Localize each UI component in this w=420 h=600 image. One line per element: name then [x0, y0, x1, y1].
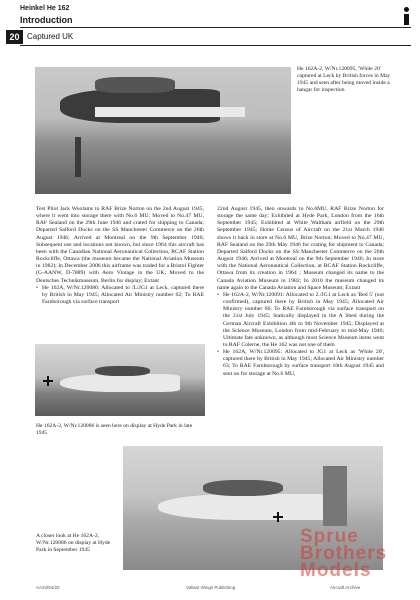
aircraft-fuselage-shape [158, 494, 338, 520]
text-column-right [217, 206, 384, 378]
aircraft-tail-shape [323, 466, 347, 526]
aircraft-engine-shape [203, 480, 283, 496]
aircraft-engine-shape [95, 77, 175, 93]
caption-photo2: He 162A-2, W/Nr.120086 is seen here on display at Hyde Park in late 1945 [36, 423, 193, 436]
column-paragraph: 22nd August 1945, then onwards to No.6MU, RAF Brize Norton for storage the same day; Exhibited at Hyde Park, London from the 16th September 1945; Exhibited at White Waltham airfield on the 29th September 1945; Home Census of Aircraft on the 21st March 1946 shows it back in store at No.6 MU, Brize Norton; Moved to No.47 MU, RAF Sealand on the 29th May 1946 for crating for shipment to Canada; Departed Salford Docks on the SS Manchester Commerce on the 26th August 1946; Arrived at Montreal on the 9th September 1946; In store with the National Aeronautical Collection, at RCAF Station Rockcliffe, Ottawa from its creation in 1964 ; Museum changed its name to the Canada Aviation Museum in 1982; In 2010 the museum changed its name again to the Canada Aviation and Space Museum; Extant [217, 206, 384, 291]
aircraft-fuselage-shape [60, 89, 220, 123]
info-icon [403, 7, 411, 25]
text-column-left [36, 206, 204, 306]
watermark: Sprue Brothers Models [300, 526, 388, 581]
aircraft-wing-shape [95, 107, 245, 117]
column-paragraph: Test Pilot Jack Woolams to RAF Brize Norton on the 2nd August 1945, where it went into storage there with No.6 MU; Moved to No.47 MU, RAF Sealand on the 29th June 1946 and crated for shipping to Canada; Departed Salford Docks on the SS Manchester Commerce on the 26th August 1946; Arrived at Montreal on the 9th September 1946; Subsequent use and locations not known, but since 1964 this aircraft has been with the Canadian National Aeronautical Collection, RCAF Station Rockcliffe, Ottawa (the museum became the National Aviation Museum in 1982); In December 2006 this airframe was traded for a Bristol Fighter (G-AANW, D-7889) with Aero Vintage in the UK; Moved to the Deutsches Technikmuseum, Berlin for display; Extant [36, 206, 204, 284]
list-item: • He 162A-2, W/Nr.120091: Allocated to 2./JG1 at Leck as 'Red 5' (not confirmed), captured there by British in May 1945; Allocated Air Ministry number 66; To RAE Farnborough via surface transport on the 31st July 1945; Statically displayed in the A Shed during the German Aircraft Exhibition 4th to 9th November 1945; Displayed at the Science Museum, London from mid-February to mid-May 1946; Ultimate fate unknown, as although most Science Museum items went to RAF Colerne, the He 162 was not one of them [217, 292, 384, 349]
header-rule-lower [20, 45, 411, 46]
list-item: • He 162A, W/Nr.120095: Allocated to JG1 at Leck as 'White 20', captured there by British in May 1945; Allocated Air Ministry number 63; To RAE Farnborough by surface transport 10th August 1945 and sent on for storage at No.6 MU, [217, 349, 384, 378]
balkenkreuz-icon [273, 512, 283, 522]
series-title: Heinkel He 162 [20, 5, 70, 12]
chapter-title: Introduction [20, 15, 73, 25]
footer-publisher: Valiant Wings Publishing [186, 585, 236, 590]
section-title: Captured UK [27, 32, 74, 41]
aircraft-engine-shape [95, 366, 150, 376]
aircraft-gear-shape [75, 137, 81, 177]
header-rule [20, 27, 411, 28]
caption-photo3: A closer look at He 162A-2, W/Nr.120086 on display at Hyde Park in September 1945 [36, 533, 111, 553]
list-item: • He 162A, W/Nr.120086: Allocated to /L/JG1 at Leck, captured there by British in May 1945; Allocated Air Ministry number 62; To RAE Farnborough via surface transport [36, 285, 204, 306]
caption-photo1: He 162A-2, W/Nr.120095, 'White 20' captured at Leck by British forces in May 1945 and seen after being moved inside a hangar for inspection [297, 66, 391, 93]
footer-code: AA33/04/20 [36, 585, 60, 590]
footer-series: Aircraft Archive [330, 585, 361, 590]
balkenkreuz-icon [43, 376, 53, 386]
photo-he162-hyde-park [35, 344, 205, 416]
photo-he162-white20-hangar [35, 67, 291, 194]
page-number: 20 [6, 30, 23, 44]
aircraft-fuselage-shape [60, 374, 180, 392]
